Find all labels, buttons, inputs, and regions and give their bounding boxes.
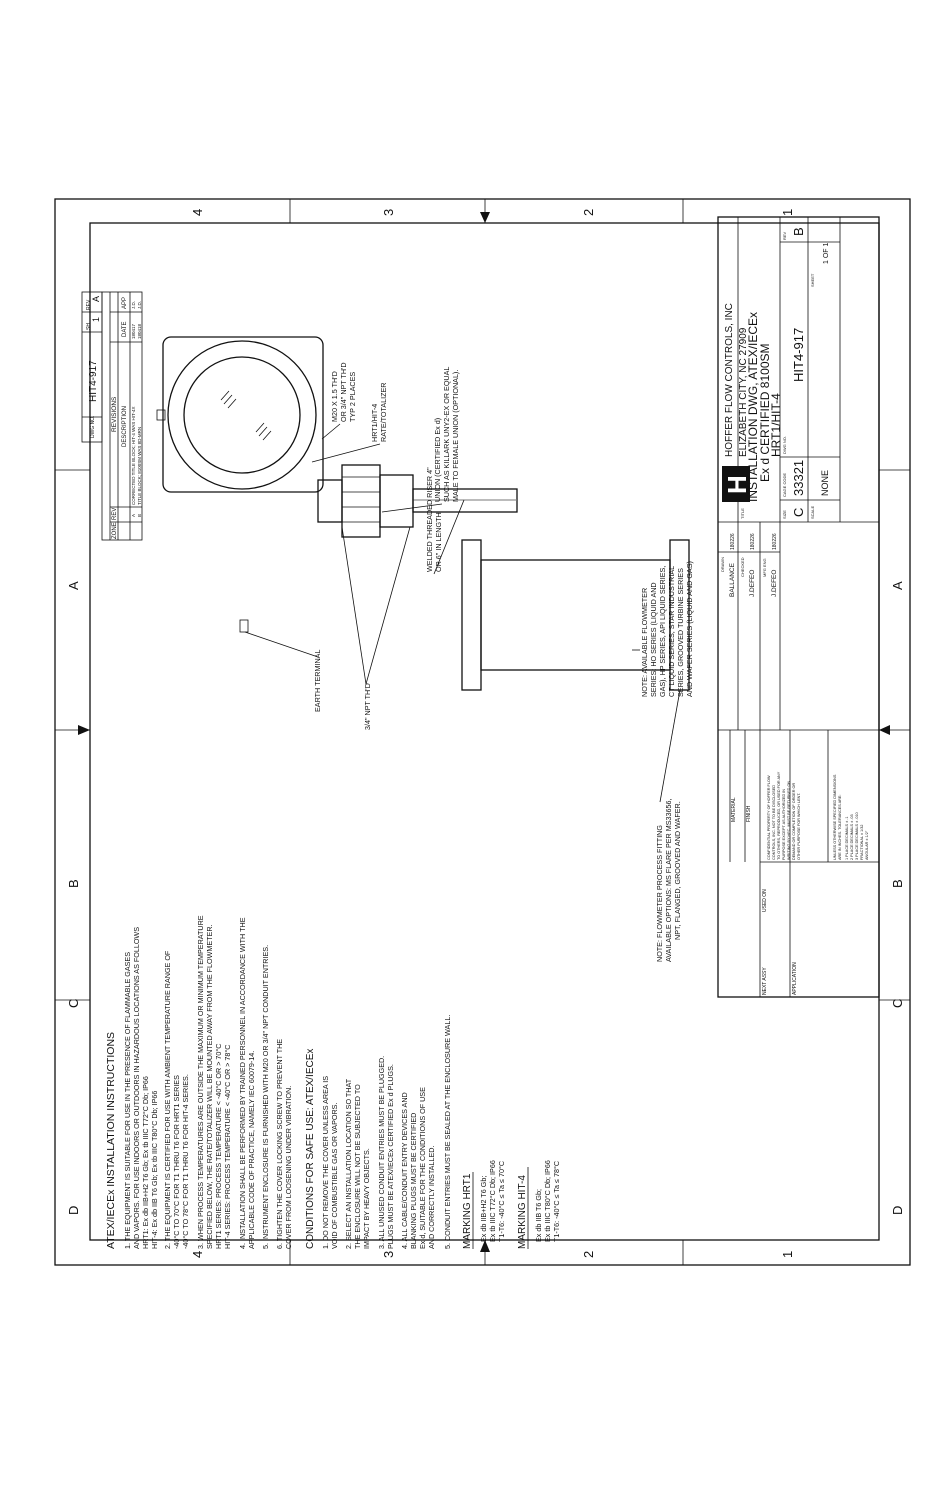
conditions-line: VOID OF COMBUSTIBLE GAS OR VAPORS. xyxy=(330,1102,339,1249)
finish-label: FINISH xyxy=(746,805,752,822)
conditions-line: 4. ALL CABLE/CONDUIT ENTRY DEVICES AND xyxy=(400,1092,409,1249)
mfg-label: MFG ENG xyxy=(762,558,767,577)
zone-left-d: D xyxy=(66,1205,81,1215)
conduit-stub xyxy=(380,475,413,527)
marking-hit4-line: T1-T6: -40°C ≤ Ta ≤ 78°C xyxy=(552,1160,561,1242)
rev-label: REV xyxy=(86,299,92,310)
title-line: INSTALLATION DWG, ATEX/IECEx xyxy=(746,311,760,502)
rev-row-b-app: J.D. xyxy=(137,300,142,309)
rev-row-a-rev: A xyxy=(131,513,136,517)
rev-header-app: APP xyxy=(122,296,128,309)
drawn-name: BALLANCE xyxy=(729,563,736,597)
rev-row-b-desc: TITLE BLOCK; 8100SM WAS 8D-MRN xyxy=(137,426,142,505)
checked-date: 180226 xyxy=(750,533,756,550)
flowmeter-assembly xyxy=(157,337,689,690)
rev-header-date: DATE xyxy=(122,321,128,337)
conditions-line: 2. SELECT AN INSTALLATION LOCATION SO THAT xyxy=(344,1078,353,1249)
instructions-heading: ATEX/IECEx INSTALLATION INSTRUCTIONS xyxy=(105,1031,117,1249)
callout-totalizer: RATE/TOTALIZER xyxy=(379,382,388,442)
zone-bottom-1: 1 xyxy=(780,1250,795,1258)
tolerance-line: 1 PLACE DECIMALS ± .1 xyxy=(845,816,849,860)
callout-m20: TYP 2 PLACES xyxy=(348,371,357,422)
callout-totalizer: HRT1/HIT-4 xyxy=(370,403,379,442)
mfg-date: 180226 xyxy=(772,533,778,550)
series-note-line: CT LIQUID SERIES, STAR INDUSTRIAL xyxy=(667,565,676,697)
conditions-heading: CONDITIONS FOR SAFE USE: ATEX/IECEx xyxy=(305,1048,316,1249)
instructions-line: 1. THE EQUIPMENT IS SUITABLE FOR USE IN THE PRESENCE OF FLAMMABLE GASES xyxy=(123,951,132,1249)
scale-label: SCALE xyxy=(810,505,815,519)
used-on-label: USED ON xyxy=(762,889,768,912)
zone-right-a: A xyxy=(890,581,905,590)
callout-riser: WELDED THREADED RISER 4" xyxy=(425,467,434,572)
center-arrow-right xyxy=(879,725,890,735)
conditions-line: Ex d, SUITABLE FOR THE CONDITIONS OF USE xyxy=(418,1087,427,1249)
dwg-number-block xyxy=(82,292,102,442)
center-arrow-left xyxy=(78,725,90,735)
confidential-line: TO OTHERS, REPRODUCED, OR USED FOR ANY xyxy=(777,771,781,860)
series-note-line: NOTE: AVAILABLE FLOWMETER xyxy=(640,587,649,697)
next-assy-label: NEXT ASSY xyxy=(762,967,768,995)
revisions-table xyxy=(102,292,142,540)
rev-row-a-desc: CORRECTED TITLE BLOCK; HIT-4 WAS HIT-4X xyxy=(131,406,136,505)
dwg-label: DWG NO. xyxy=(782,436,787,454)
sheet-label: SH xyxy=(86,323,92,330)
earth-terminal xyxy=(240,620,248,632)
application-label: APPLICATION xyxy=(792,962,798,995)
fitting-note-line: NOTE: FLOWMETER PROCESS FITTING xyxy=(655,825,664,962)
title-rev-label: REV xyxy=(782,231,787,240)
callout-union: SUCH AS KILLARK UNY2-EX OR EQUAL xyxy=(442,366,451,502)
title-line: HRT1/HIT-4 xyxy=(769,393,783,457)
zone-bottom-4: 4 xyxy=(190,1250,205,1258)
rev-row-a-date: 180417 xyxy=(131,323,136,339)
rev-row-a-app: J.D. xyxy=(131,300,136,309)
instructions-line: 2. THE EQUIPMENT IS CERTIFIED FOR USE WITH AMBIENT TEMPERATURE RANGE OF xyxy=(163,950,172,1249)
tolerance-line: FRACTIONAL ± 1/32 xyxy=(860,824,864,860)
series-note xyxy=(632,561,694,697)
instructions-line: HRT1 SERIES: PROCESS TEMPERATURE < -40°C OR > 70°C xyxy=(214,1043,223,1249)
company-city: ELIZABETH CITY, NC 27909 xyxy=(738,327,749,457)
cage-label: CAGE CODE xyxy=(782,472,787,497)
size-value: C xyxy=(791,507,806,517)
rev-row-b-date: 180418 xyxy=(137,323,142,339)
sheet-content xyxy=(82,217,879,1249)
union xyxy=(342,465,380,537)
callout-union: MALE TO FEMALE UNION (OPTIONAL). xyxy=(451,369,460,502)
instructions-line: SPECIFIED BELOW, THE RATE/TOTALIZER WILL BE MOUNTED AWAY FROM THE FLOWMETER. xyxy=(205,924,214,1249)
mfg-name: J.DEFEO xyxy=(771,569,778,597)
instructions-line: -40°C TO 78°C FOR T1 THRU T6 FOR HIT-4 SERIES. xyxy=(181,1074,190,1249)
instructions-line: 4. INSTALLATION SHALL BE PERFORMED BY TRAINED PERSONNEL IN ACCORDANCE WITH THE xyxy=(238,917,247,1249)
fitting-note xyxy=(655,690,682,962)
series-note-line: SERIES, GROOVED TURBINE SERIES xyxy=(676,568,685,697)
callout-npt: 3/4" NPT TH'D xyxy=(363,683,372,730)
flange-left xyxy=(462,540,481,690)
title-rev-value: B xyxy=(791,227,806,236)
conditions-line: THE ENCLOSURE WILL NOT BE SUBJECTED TO xyxy=(353,1084,362,1249)
fitting-note-line: AVAILABLE OPTIONS: MS FLARE PER MS33656, xyxy=(664,798,673,962)
checked-label: CHECKED xyxy=(740,557,745,577)
zone-top-2: 2 xyxy=(581,208,596,216)
confidential-line: DEMAND OR COMPLETION OF ORDER OR xyxy=(792,782,796,860)
conditions-line: PLUGS MUST BE ATEX/IECEx CERTIFIED Ex d PLUGS. xyxy=(386,1064,395,1249)
logo-letter: H xyxy=(722,475,752,494)
tolerance-line: UNLESS OTHERWISE SPECIFIED DIMENSIONS xyxy=(833,774,837,860)
zone-top-4: 4 xyxy=(190,208,205,216)
cover-lock-screw xyxy=(157,410,165,420)
conditions-line: BLANKING PLUGS MUST BE CERTIFIED xyxy=(409,1112,418,1249)
instructions-line: HRT1: Ex db IIB+H2 T6 Gb; Ex tb IIIC T72°C Db; IP66 xyxy=(141,1076,150,1249)
marking-hit4-heading: MARKING HIT-4 xyxy=(517,1175,528,1249)
instructions-line: APPLICABLE CODE OF PRACTICE, NAMELY IEC 60079-14. xyxy=(247,1050,256,1249)
instructions-line: 3. WHEN PROCESS TEMPERATURES ARE OUTSIDE THE MAXIMUM OR MINIMUM TEMPERATURE xyxy=(196,915,205,1249)
company-name: HOFFER FLOW CONTROLS, INC xyxy=(724,303,735,457)
callout-riser: OR 6" IN LENGTH xyxy=(434,512,443,572)
tolerance-line: ARE IN INCHES. TOLERANCES ARE: xyxy=(838,794,842,860)
scale-value: NONE xyxy=(820,469,830,496)
callout-union: UNION (CERTIFIED Ex d) xyxy=(433,417,442,502)
instructions-line: 6. TIGHTEN THE COVER LOCKING SCREW TO PREVENT THE xyxy=(275,1038,284,1249)
rev-row-b-rev: B xyxy=(137,513,142,517)
rev-header-zone: ZONE xyxy=(112,522,118,539)
conduit-top xyxy=(318,480,342,522)
tolerance-line: 2 PLACE DECIMALS ± .03 xyxy=(850,814,854,860)
zone-right-d: D xyxy=(890,1205,905,1215)
dwg-value: HIT4-917 xyxy=(791,327,806,382)
marking-hit4-line: Ex tb IIIC T80°C Db; IP66 xyxy=(543,1160,552,1242)
marking-hit4-line: Ex db IIB T6 Gb; xyxy=(534,1188,543,1242)
fitting-note-line: NPT, FLANGED, GROOVED AND WAFER. xyxy=(673,801,682,940)
drawn-label: DRAWN xyxy=(720,557,725,572)
confidential-line: PURPOSE EXCEPT AS AUTHORIZED IN xyxy=(782,788,786,860)
instructions-line: -40°C TO 70°C FOR T1 THRU T6 FOR HRT1 SERIES xyxy=(172,1075,181,1249)
instructions-line: AND VAPORS. FOR USE INDOORS OR OUTDOORS IN HAZARDOUS LOCATIONS AS FOLLOWS xyxy=(132,926,141,1249)
callout-earth: EARTH TERMINAL xyxy=(313,649,322,712)
marking-hrt1-line: Ex tb IIIC T72°C Db; IP66 xyxy=(488,1160,497,1242)
marking-hrt1-heading: MARKING HRT1 xyxy=(462,1173,473,1249)
marking-hrt1-line: T1-T6: -40°C ≤ Ta ≤ 70°C xyxy=(497,1160,506,1242)
conditions-line: 5. CONDUIT ENTRIES MUST BE SEALED AT THE ENCLOSURE WALL. xyxy=(443,1014,452,1249)
drawn-date: 180226 xyxy=(730,533,736,550)
title-block xyxy=(718,217,879,997)
rev-value: A xyxy=(91,295,101,302)
callout-m20: OR 3/4" NPT TH'D xyxy=(339,362,348,422)
tolerance-line: ANGULAR ± 1/2° xyxy=(865,830,869,860)
instructions-line: HIT-4 SERIES: PROCESS TEMPERATURE < -40°C OR > 78°C xyxy=(223,1044,232,1249)
dwg-no-label: DWG NO. xyxy=(90,415,96,438)
confidential-line: CONTROLS, INC. NOT TO BE DISCLOSED xyxy=(772,784,776,860)
conditions-line: 1. DO NOT REMOVE THE COVER UNLESS AREA IS xyxy=(321,1075,330,1249)
totalizer-enclosure xyxy=(163,337,323,492)
size-label: SIZE xyxy=(782,510,787,519)
sheet-value: 1 xyxy=(91,316,101,322)
rev-header-description: DESCRIPTION xyxy=(122,405,128,447)
conditions-line: 3. ALL UNUSED CONDUIT ENTRIES MUST BE PLUGGED. xyxy=(377,1055,386,1249)
instructions-line: COVER FROM LOOSENING UNDER VIBRATION. xyxy=(284,1085,293,1249)
zone-bottom-2: 2 xyxy=(581,1250,596,1258)
confidential-line: OTHER PURPOSE FOR WHICH LENT. xyxy=(797,792,801,860)
sheet-label-block: SHEET xyxy=(810,273,815,287)
callouts xyxy=(245,362,694,962)
title-label: TITLE xyxy=(740,508,745,519)
material-label: MATERIAL xyxy=(731,797,737,822)
tolerance-line: 3 PLACE DECIMALS ± .010 xyxy=(855,812,859,860)
zone-right-c: C xyxy=(890,998,905,1008)
series-note-line: SERIES: HO SERIES (LIQUID AND xyxy=(649,582,658,697)
zone-left-a: A xyxy=(66,581,81,590)
series-note-line: GAS), HP SERIES, API LIQUID SERIES, xyxy=(658,565,667,697)
glass-reflection xyxy=(221,391,271,440)
instructions-line: HIT-4: Ex db IIB T6 Gb; Ex tb IIIC T80°C Db; IP66 xyxy=(150,1090,159,1249)
instructions-line: 5. INSTRUMENT ENCLOSURE IS FURNISHED WITH M20 OR 3/4" NPT CONDUIT ENTRIES. xyxy=(261,944,270,1249)
revisions-title: REVISIONS xyxy=(111,396,118,432)
cage-value: 33321 xyxy=(791,459,806,496)
title-line: Ex d CERTIFIED 8100SM xyxy=(758,343,772,482)
totalizer-cover xyxy=(168,341,316,489)
conditions-line: IMPACT BY HEAVY OBJECTS. xyxy=(362,1148,371,1249)
sheet-value-block: 1 OF 1 xyxy=(823,242,830,264)
dwg-no-value: HIT4-917 xyxy=(88,360,99,402)
zone-left-b: B xyxy=(66,879,81,888)
rev-header-rev: REV xyxy=(112,507,118,520)
zone-top-1: 1 xyxy=(780,208,795,216)
center-arrow-top xyxy=(480,212,490,223)
totalizer-window xyxy=(184,357,300,473)
marking-hrt1-line: Ex db IIB+H2 T6 Gb; xyxy=(479,1175,488,1242)
checked-name: J.DEFEO xyxy=(749,569,756,597)
series-note-line: AND WAFER SERIES (LIQUID AND GAS) xyxy=(685,561,694,697)
confidential-line: WRITING BY HFC. MUST BE RETURNED ON xyxy=(787,780,791,860)
zone-top-3: 3 xyxy=(381,208,396,216)
conditions-line: AND CORRECTLY INSTALLED. xyxy=(427,1145,436,1249)
callout-m20: M20 X 1.5 TH'D xyxy=(330,371,339,422)
zone-right-b: B xyxy=(890,879,905,888)
instructions-block xyxy=(105,915,561,1249)
zone-left-c: C xyxy=(66,998,81,1008)
zone-bottom-3: 3 xyxy=(381,1250,396,1258)
confidential-line: CONFIDENTIAL PROPERTY OF HOFFER FLOW xyxy=(767,775,771,860)
drawing-title xyxy=(746,312,783,502)
